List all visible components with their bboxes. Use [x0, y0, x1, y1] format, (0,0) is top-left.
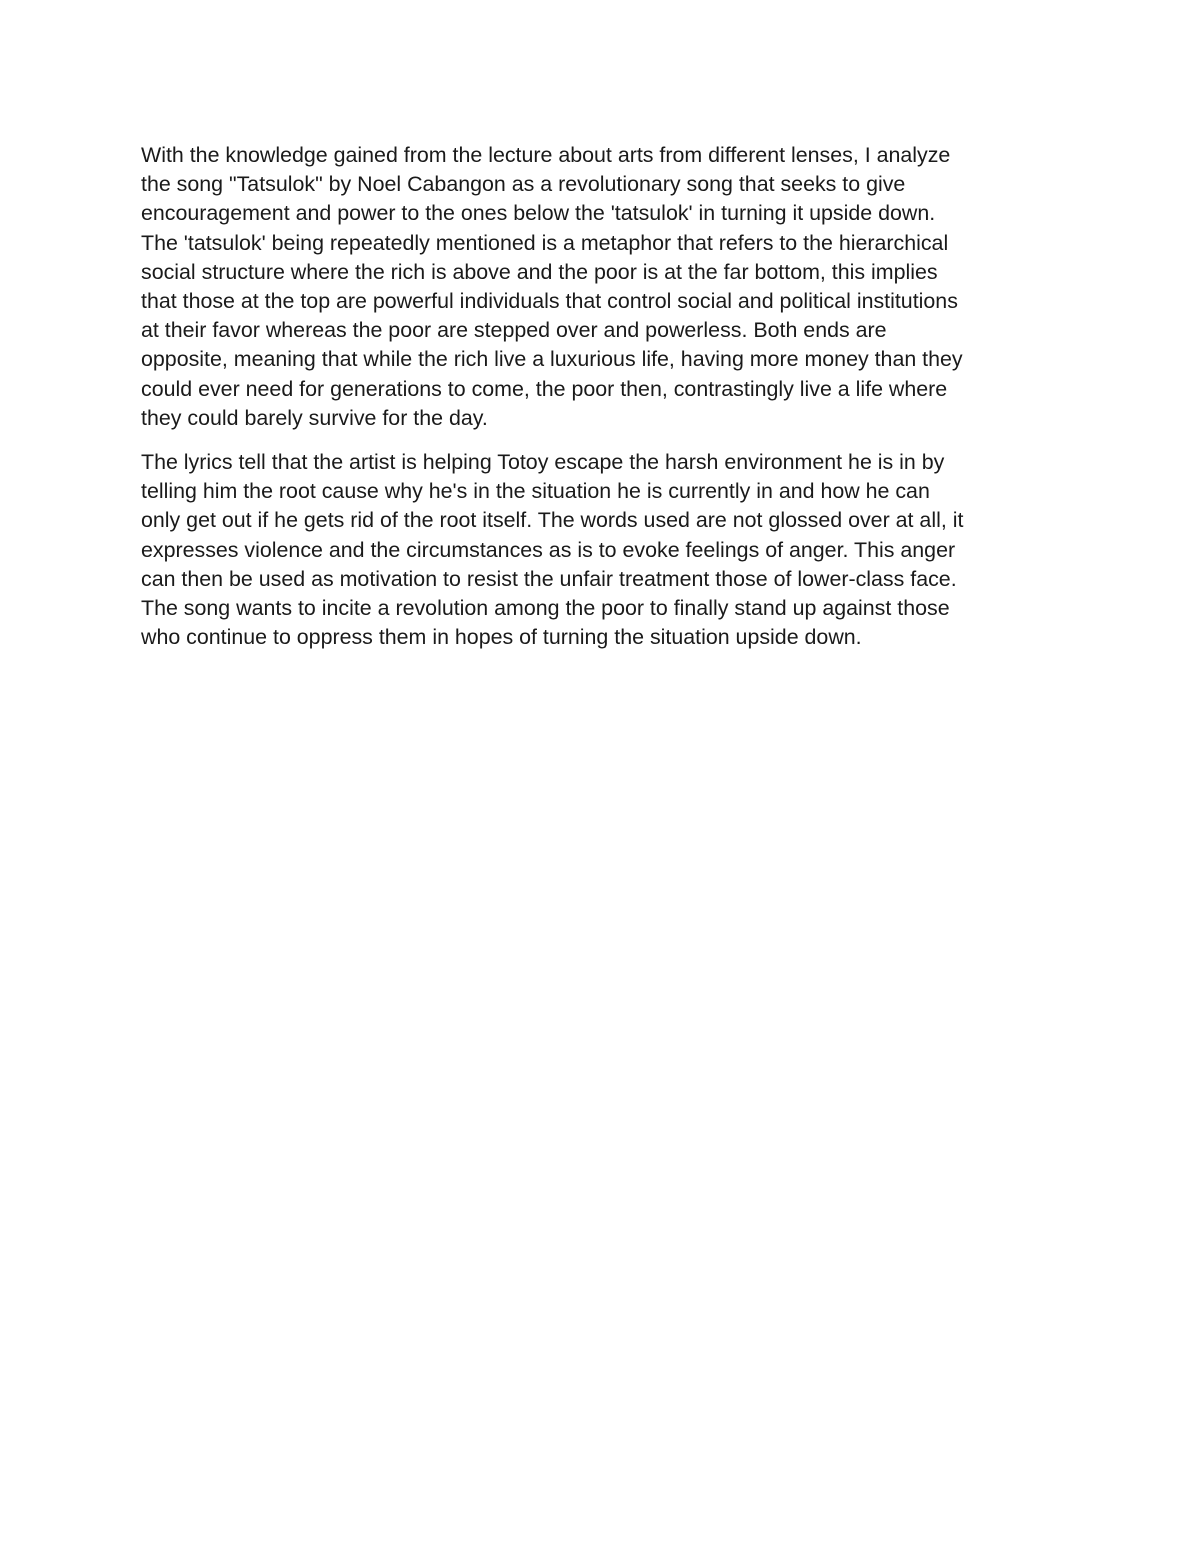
- paragraph-1: [141, 141, 1071, 433]
- text-line: The lyrics tell that the artist is helping Totoy escape the harsh environment he is in by: [141, 450, 945, 475]
- text-line: could ever need for generations to come, the poor then, contrastingly live a life where: [141, 376, 948, 401]
- text-line: that those at the top are powerful individuals that control social and political institutions: [141, 289, 958, 314]
- text-line: The 'tatsulok' being repeatedly mentioned is a metaphor that refers to the hierarchical: [141, 230, 949, 255]
- text-line: who continue to oppress them in hopes of turning the situation upside down.: [141, 625, 862, 650]
- text-line: they could barely survive for the day.: [141, 405, 488, 430]
- document-body: [141, 141, 1071, 667]
- text-line: the song "Tatsulok" by Noel Cabangon as a revolutionary song that seeks to give: [141, 172, 906, 197]
- text-line: The song wants to incite a revolution among the poor to finally stand up against those: [141, 596, 950, 621]
- paragraph-2: [141, 448, 1071, 652]
- text-line: only get out if he gets rid of the root itself. The words used are not glossed over at all, it: [141, 508, 964, 533]
- text-line: encouragement and power to the ones below the 'tatsulok' in turning it upside down.: [141, 201, 936, 226]
- text-line: can then be used as motivation to resist the unfair treatment those of lower-class face.: [141, 566, 957, 591]
- text-line: telling him the root cause why he's in the situation he is currently in and how he can: [141, 479, 930, 504]
- text-line: social structure where the rich is above and the poor is at the far bottom, this implies: [141, 259, 938, 284]
- text-line: opposite, meaning that while the rich live a luxurious life, having more money than they: [141, 347, 963, 372]
- text-line: expresses violence and the circumstances as is to evoke feelings of anger. This anger: [141, 537, 956, 562]
- text-line: at their favor whereas the poor are stepped over and powerless. Both ends are: [141, 318, 887, 343]
- text-line: With the knowledge gained from the lecture about arts from different lenses, I analyze: [141, 143, 951, 167]
